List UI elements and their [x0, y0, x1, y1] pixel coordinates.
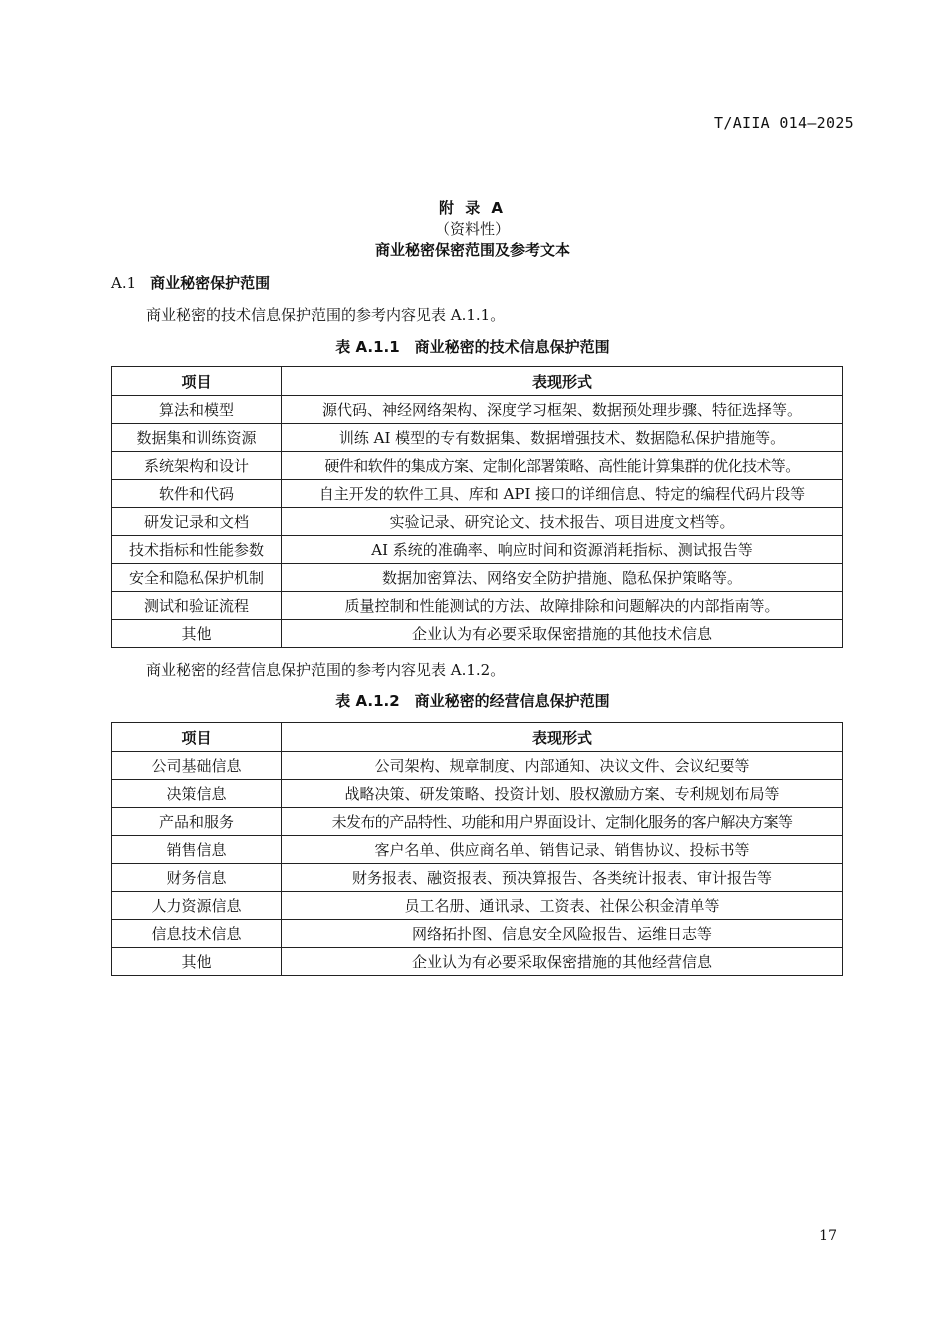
table-row — [112, 424, 843, 452]
table-header-row — [112, 723, 843, 752]
table-business-caption: 表 A.1.2 商业秘密的经营信息保护范围 — [335, 692, 610, 710]
cell-item: 信息技术信息 — [112, 920, 282, 948]
cell-item: 系统架构和设计 — [112, 452, 282, 480]
cell-form: AI 系统的准确率、响应时间和资源消耗指标、测试报告等 — [282, 536, 843, 564]
intro-technical-paragraph: 商业秘密的技术信息保护范围的参考内容见表 A.1.1。 — [146, 306, 506, 324]
table-row — [112, 892, 843, 920]
cell-form: 财务报表、融资报表、预决算报告、各类统计报表、审计报告等 — [282, 864, 843, 892]
cell-form: 员工名册、通讯录、工资表、社保公积金清单等 — [282, 892, 843, 920]
table-row — [112, 920, 843, 948]
header-form: 表现形式 — [282, 367, 843, 396]
cell-form: 客户名单、供应商名单、销售记录、销售协议、投标书等 — [282, 836, 843, 864]
cell-form: 硬件和软件的集成方案、定制化部署策略、高性能计算集群的优化技术等。 — [282, 452, 843, 480]
cell-form: 企业认为有必要采取保密措施的其他技术信息 — [282, 620, 843, 648]
cell-form: 源代码、神经网络架构、深度学习框架、数据预处理步骤、特征选择等。 — [282, 396, 843, 424]
header-form: 表现形式 — [282, 723, 843, 752]
table-row — [112, 508, 843, 536]
cell-form: 实验记录、研究论文、技术报告、项目进度文档等。 — [282, 508, 843, 536]
appendix-subtitle: 商业秘密保密范围及参考文本 — [374, 241, 570, 259]
cell-item: 其他 — [112, 948, 282, 976]
cell-item: 决策信息 — [112, 780, 282, 808]
cell-item: 算法和模型 — [112, 396, 282, 424]
cell-item: 销售信息 — [112, 836, 282, 864]
page-number: 17 — [819, 1228, 837, 1244]
table-row — [112, 564, 843, 592]
table-business — [111, 722, 843, 976]
cell-form: 网络拓扑图、信息安全风险报告、运维日志等 — [282, 920, 843, 948]
table-row — [112, 592, 843, 620]
header-item: 项目 — [112, 723, 282, 752]
cell-item: 技术指标和性能参数 — [112, 536, 282, 564]
cell-item: 财务信息 — [112, 864, 282, 892]
table-row — [112, 948, 843, 976]
section-number: A.1 — [111, 274, 137, 292]
cell-item: 产品和服务 — [112, 808, 282, 836]
cell-form: 未发布的产品特性、功能和用户界面设计、定制化服务的客户解决方案等 — [282, 808, 843, 836]
table-technical — [111, 366, 843, 648]
document-code: T/AIIA 014—2025 — [714, 114, 854, 132]
table-row — [112, 752, 843, 780]
cell-form: 数据加密算法、网络安全防护措施、隐私保护策略等。 — [282, 564, 843, 592]
cell-item: 其他 — [112, 620, 282, 648]
appendix-nature: （资料性） — [434, 220, 510, 238]
cell-form: 公司架构、规章制度、内部通知、决议文件、会议纪要等 — [282, 752, 843, 780]
table-technical-caption: 表 A.1.1 商业秘密的技术信息保护范围 — [335, 338, 610, 356]
table-row — [112, 396, 843, 424]
table-row — [112, 808, 843, 836]
cell-form: 训练 AI 模型的专有数据集、数据增强技术、数据隐私保护措施等。 — [282, 424, 843, 452]
cell-item: 软件和代码 — [112, 480, 282, 508]
table-row — [112, 780, 843, 808]
table-row — [112, 620, 843, 648]
cell-item: 安全和隐私保护机制 — [112, 564, 282, 592]
cell-form: 企业认为有必要采取保密措施的其他经营信息 — [282, 948, 843, 976]
intro-business-paragraph: 商业秘密的经营信息保护范围的参考内容见表 A.1.2。 — [146, 661, 506, 679]
table-row — [112, 480, 843, 508]
cell-item: 公司基础信息 — [112, 752, 282, 780]
section-title: 商业秘密保护范围 — [150, 274, 271, 292]
table-row — [112, 536, 843, 564]
appendix-title: 附 录 A — [438, 199, 507, 217]
table-row — [112, 864, 843, 892]
table-row — [112, 836, 843, 864]
cell-item: 数据集和训练资源 — [112, 424, 282, 452]
cell-form: 战略决策、研发策略、投资计划、股权激励方案、专利规划布局等 — [282, 780, 843, 808]
cell-item: 人力资源信息 — [112, 892, 282, 920]
table-header-row — [112, 367, 843, 396]
cell-form: 自主开发的软件工具、库和 API 接口的详细信息、特定的编程代码片段等 — [282, 480, 843, 508]
header-item: 项目 — [112, 367, 282, 396]
cell-item: 研发记录和文档 — [112, 508, 282, 536]
section-heading — [111, 272, 270, 293]
cell-item: 测试和验证流程 — [112, 592, 282, 620]
table-row — [112, 452, 843, 480]
cell-form: 质量控制和性能测试的方法、故障排除和问题解决的内部指南等。 — [282, 592, 843, 620]
